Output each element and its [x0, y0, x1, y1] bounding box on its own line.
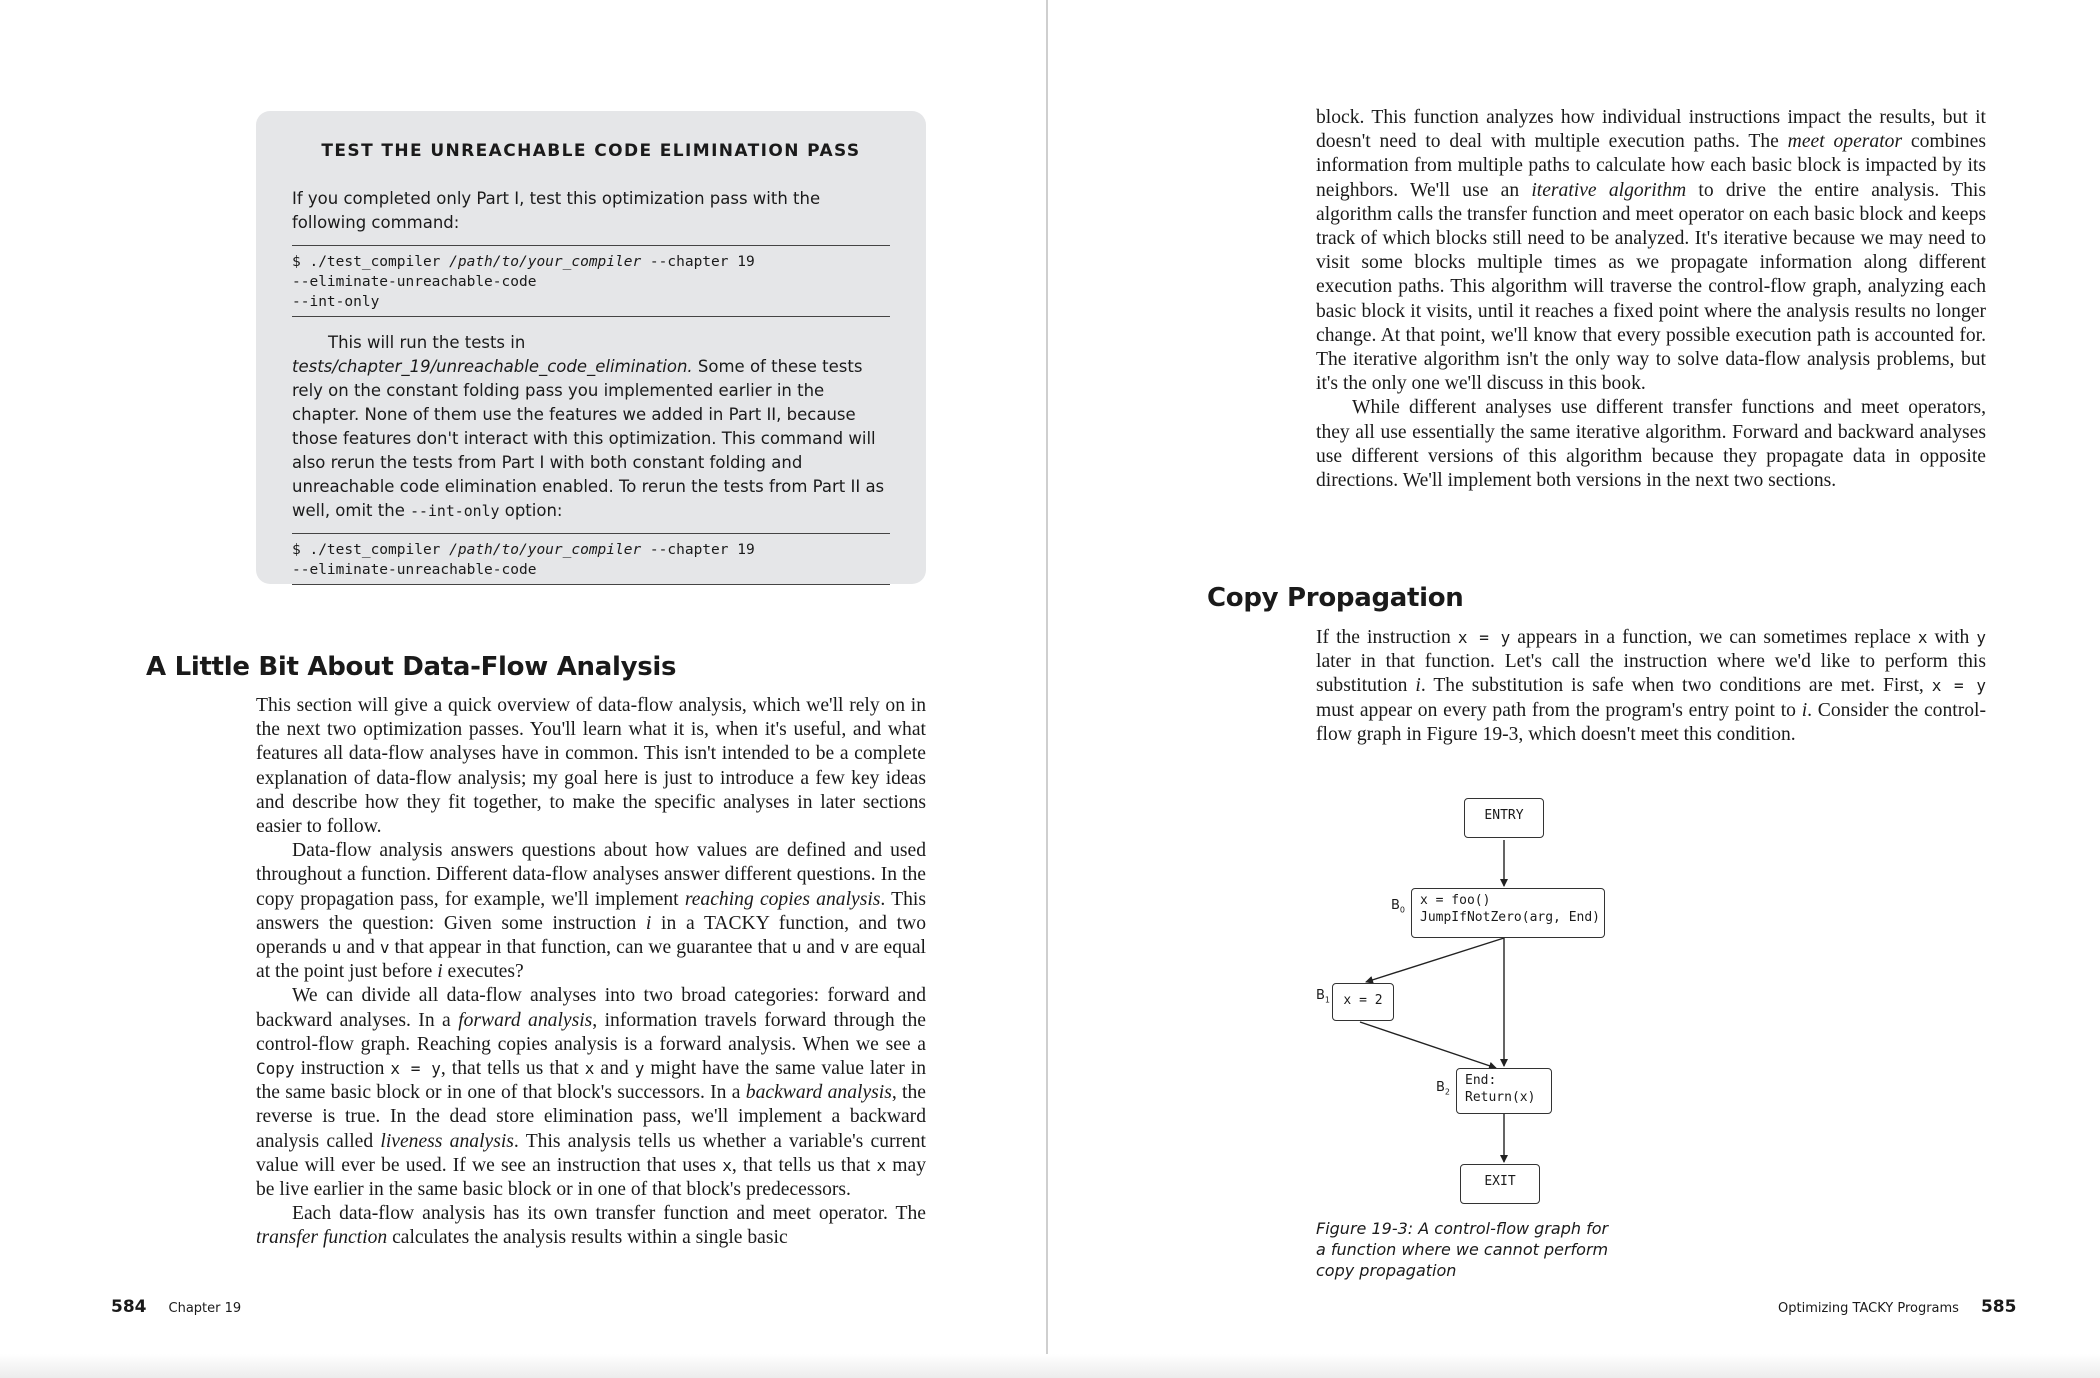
p3-i: , that tells us that: [731, 1154, 877, 1176]
r-p3-f: must appear on every path from the program's entry point to: [1316, 699, 1802, 721]
test-sidebar-box: [256, 111, 926, 584]
p3-j: may be live earlier in the same basic block or in one of that block's predecessors.: [256, 1154, 926, 1201]
p3-a: We can divide all data-flow analyses into two broad categories: forward and backward analyses. In a: [256, 985, 926, 1031]
b1-label-sub: 1: [1324, 995, 1331, 1005]
p3-e: and: [594, 1058, 635, 1080]
dataflow-paragraph-4: [256, 1202, 926, 1250]
r-p3-code2: x: [1917, 628, 1928, 647]
cfg-label-b0: [1391, 898, 1405, 915]
sb-p2-flag: --int-only: [410, 502, 500, 520]
p2-f: and: [801, 937, 840, 959]
p3-code4: y: [634, 1059, 645, 1079]
p2-code1: u: [331, 938, 342, 958]
cmd2-suffix: --chapter 19: [641, 542, 755, 558]
r-p3-b: appears in a function, we can sometimes replace: [1510, 627, 1918, 648]
cfg-label-b1: [1316, 988, 1330, 1005]
cfg-node-b0: [1411, 888, 1605, 938]
b1-label-letter: B: [1316, 988, 1325, 1003]
b0-label-letter: B: [1391, 898, 1400, 913]
cfg-node-b1: x = 2: [1332, 983, 1394, 1021]
dataflow-paragraph-1: This section will give a quick overview of data-flow analysis, which we'll rely on in the next two optimization passes. You'll learn what it is, when it's useful, and what features all data-flow analyses have in common. This isn't intended to be a complete explanation of data-flow analysis; my goal here is just to introduce a few key ideas and describe how they fit together, to make the specific analyses in later sections easier to follow.: [256, 695, 926, 838]
r-p3-em1: i: [1415, 675, 1421, 697]
r-p1-a: block. This function analyzes how individual instructions impact the results, but it doesn't need to deal with multiple execution paths. The: [1316, 107, 1986, 153]
cmd1-prefix: $ ./test_compiler: [292, 254, 450, 270]
r-p1-c: to drive the entire analysis. This algorithm calls the transfer function and meet operator on each basic block and keeps track of which blocks still need to be analyzed. It's iterative because we may need to visit some blocks multiple times as we propagate information along different execution paths. This algorithm will traverse the control-flow graph, analyzing each basic block it visits, until it reaches a fixed point where the analysis results no longer change. At that point, we'll know that every possible execution path is accounted for. The iterative algorithm isn't the only way to solve data-flow analysis problems, but it's the only one we'll discuss in this book.: [1316, 179, 1986, 395]
p2-em3: i: [437, 961, 443, 983]
b0-line1: x = foo(): [1420, 893, 1491, 908]
p2-g: are equal at the point just before: [256, 937, 926, 983]
cmd2-prefix: $ ./test_compiler: [292, 542, 450, 558]
cfg-node-exit: EXIT: [1460, 1164, 1540, 1204]
r-p3-code3: y: [1976, 628, 1987, 647]
p3-code6: x: [876, 1155, 887, 1175]
cmd2-line2: --eliminate-unreachable-code: [292, 562, 537, 578]
r-p3-g: . Consider the control-flow graph in Figure 19-3, which doesn't meet this condition.: [1316, 699, 1987, 745]
right-footer: [1778, 1297, 2016, 1317]
right-body-top: [1316, 106, 1986, 493]
cfg-label-b2: [1436, 1080, 1450, 1097]
p3-h: . This analysis tells us whether a variable's current value will ever be used. If we see an instruction that uses: [256, 1130, 926, 1176]
p3-code2: x = y: [390, 1059, 441, 1079]
p2-code3: u: [791, 938, 802, 958]
cmd1-line3: --int-only: [292, 294, 380, 310]
right-paragraph-2: While different analyses use different transfer functions and meet operators, they all use essentially the same iterative algorithm. Forward and backward analyses use different versions of this algorithm because they propagate data in opposite directions. We'll implement both versions in the next two sections.: [1316, 397, 1986, 492]
p4-em1: transfer function: [256, 1227, 388, 1249]
sidebar-title: TEST THE UNREACHABLE CODE ELIMINATION PASS: [321, 141, 861, 161]
p2-code2: v: [379, 938, 390, 958]
p2-em1: reaching copies analysis: [684, 888, 881, 910]
sb-p2-b: Some of these tests rely on the constant folding pass you implemented earlier in the chapter. None of them use the features we added in Part II, because those features don't interact with this optimization. This command will also rerun the tests from Part I with both constant folding and unreachable code elimination enabled. To rerun the tests from Part II as well, omit the: [292, 357, 885, 520]
b2-line2: Return(x): [1465, 1090, 1536, 1105]
right-paragraph-1: [1316, 106, 1986, 396]
cmd2-path: /path/to/your_compiler: [449, 542, 642, 558]
cfg-node-b2: [1456, 1068, 1552, 1114]
p2-a: Data-flow analysis answers questions about how values are defined and used throughout a function. Different data-flow analyses answer different questions. In the copy propagation pass, for example, we'll implement: [256, 840, 926, 910]
sidebar-paragraph-2: [292, 331, 890, 523]
cmd1-suffix: --chapter 19: [641, 254, 755, 270]
left-page: [0, 0, 1046, 1378]
dataflow-paragraph-2: [256, 839, 926, 984]
chapter-label: Chapter 19: [168, 1301, 242, 1316]
r-p3-c: with: [1927, 627, 1977, 648]
sidebar-intro: If you completed only Part I, test this optimization pass with the following command:: [292, 189, 821, 232]
left-footer: [111, 1297, 241, 1317]
r-p3-code1: x = y: [1457, 628, 1511, 647]
control-flow-graph-figure: [1306, 792, 1626, 1212]
r-p3-code4: x = y: [1931, 676, 1986, 696]
r-p1-em1: meet operator: [1787, 131, 1903, 153]
copy-prop-body: [1316, 626, 1986, 747]
r-p1-b: combines information from multiple paths to calculate how each basic block is impacted by its neighbors. We'll use an: [1316, 131, 1986, 201]
p2-c: in a TACKY function, and two operands: [256, 912, 926, 959]
p3-f: might have the same value later in the same basic block or in one of that block's successors. In a: [256, 1058, 926, 1104]
b2-line1: End:: [1465, 1073, 1497, 1088]
p2-d: and: [341, 937, 380, 959]
r-p1-em2: iterative algorithm: [1531, 179, 1687, 201]
edge-b1-b2: [1360, 1022, 1496, 1068]
p3-b: , information travels forward through the control-flow graph. Reaching copies analysis is a forward analysis. When we see a: [256, 1009, 926, 1055]
r-p3-a: If the instruction: [1316, 627, 1458, 648]
p3-em1: forward analysis: [458, 1009, 593, 1031]
sb-p2-path: tests/chapter_19/unreachable_code_elimination.: [292, 357, 693, 376]
p3-g: , the reverse is true. In the dead store elimination pass, we'll implement a backward analysis called: [256, 1082, 926, 1152]
command-block-2: [292, 533, 890, 585]
section-title-copy-propagation: Copy Propagation: [1207, 583, 1464, 613]
dataflow-body: [256, 694, 926, 1251]
sb-p2-a: This will run the tests in: [328, 333, 526, 352]
b0-label-sub: 0: [1399, 905, 1406, 915]
p3-c: instruction: [294, 1058, 391, 1080]
r-p3-em2: i: [1801, 699, 1808, 721]
dataflow-paragraph-3: [256, 984, 926, 1202]
bottom-shadow: [0, 1354, 2100, 1378]
p4-a: Each data-flow analysis has its own transfer function and meet operator. The: [292, 1203, 926, 1225]
r-p3-d: later in that function. Let's call the instruction where we'd like to perform this substitution: [1316, 651, 1986, 697]
copy-prop-paragraph: [1316, 626, 1986, 747]
p3-code3: x: [584, 1059, 595, 1079]
p2-e: that appear in that function, can we guarantee that: [389, 937, 792, 959]
p3-em3: liveness analysis: [380, 1130, 514, 1152]
cfg-node-entry: ENTRY: [1464, 798, 1544, 838]
p3-code1: Copy: [256, 1059, 295, 1079]
page-number-right: 585: [1980, 1297, 2017, 1317]
p3-code5: x: [722, 1155, 732, 1175]
running-head-right: Optimizing TACKY Programs: [1778, 1301, 1959, 1316]
cmd1-path: /path/to/your_compiler: [449, 254, 642, 270]
cmd1-line2: --eliminate-unreachable-code: [292, 274, 537, 290]
p2-h: executes?: [442, 961, 524, 983]
b0-line2: JumpIfNotZero(arg, End): [1420, 910, 1601, 925]
p3-em2: backward analysis: [745, 1082, 892, 1104]
page-number-left: 584: [111, 1297, 147, 1317]
b2-label-letter: B: [1436, 1080, 1445, 1095]
command-block-1: [292, 245, 890, 317]
p4-b: calculates the analysis results within a single basic: [387, 1227, 788, 1249]
figure-caption: Figure 19-3: A control-flow graph for a function where we cannot perform copy propagation: [1316, 1219, 1609, 1280]
sb-p2-c: option:: [499, 501, 563, 520]
edge-b0-b1: [1366, 938, 1504, 982]
p2-code4: v: [839, 938, 850, 958]
p3-d: , that tells us that: [440, 1058, 585, 1080]
p2-em2: i: [645, 912, 652, 934]
b2-label-sub: 2: [1444, 1087, 1451, 1097]
r-p3-e: . The substitution is safe when two conditions are met. First,: [1420, 675, 1932, 697]
p2-b: . This answers the question: Given some instruction: [256, 888, 926, 934]
section-title-dataflow: A Little Bit About Data-Flow Analysis: [146, 652, 677, 682]
